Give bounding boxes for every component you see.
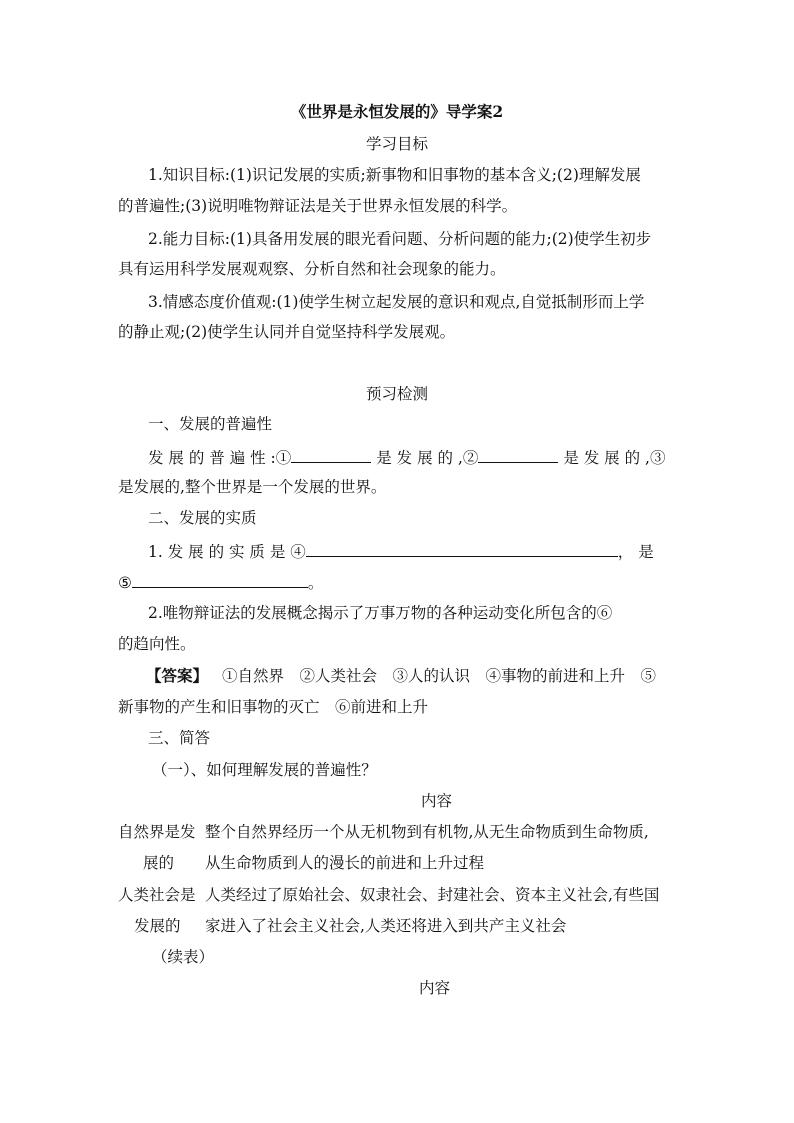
- universality-line-1: [148, 446, 665, 468]
- row-2-label-line-1: 人类社会是: [118, 886, 196, 904]
- row-2-content-line-1: 人类经过了原始社会、奴隶社会、封建社会、资本主义社会,有些国: [205, 886, 660, 904]
- goal-3-line-1: 3.情感态度价值观:(1)使学生树立起发展的意识和观点,自觉抵制形而上学: [148, 293, 645, 311]
- answer-label: 【答案】: [146, 666, 209, 685]
- blank-2[interactable]: [478, 446, 558, 463]
- essence-text-4: 。: [307, 574, 324, 592]
- row-1-label-line-2: 展的: [143, 854, 175, 872]
- section-preview-heading: 预习检测: [365, 385, 428, 403]
- goal-1-line-1: 1.知识目标:(1)识记发展的实质;新事物和旧事物的基本含义;(2)理解发展: [148, 166, 641, 184]
- essence-2-line-1: 2.唯物辩证法的发展概念揭示了万事万物的各种运动变化所包含的⑥: [148, 604, 613, 622]
- table-header-content-continued: 内容: [419, 979, 451, 997]
- row-1-content-line-2: 从生命物质到人的漫长的前进和上升过程: [205, 854, 485, 872]
- blank-4[interactable]: [306, 540, 618, 557]
- essence-text-1: 1. 发 展 的 实 质 是 ④: [148, 543, 306, 561]
- essence-2-line-2: 的趋向性。: [118, 635, 196, 653]
- row-1-content-line-1: 整个自然界经历一个从无机物到有机物,从无生命物质到生命物质,: [205, 823, 649, 841]
- continued-label: （续表）: [152, 948, 215, 966]
- answer-line-2: 新事物的产生和旧事物的灭亡 ⑥前进和上升: [118, 698, 429, 716]
- row-2-content-line-2: 家进入了社会主义社会,人类还将进入到共产主义社会: [205, 917, 567, 935]
- heading-universality: 一、发展的普遍性: [148, 415, 273, 433]
- heading-essence: 二、发展的实质: [148, 509, 257, 527]
- answer-line-1: [146, 666, 656, 686]
- essence-line-2: [118, 571, 323, 593]
- blank-5[interactable]: [132, 571, 308, 588]
- answer-text-1: ①自然界 ②人类社会 ③人的认识 ④事物的前进和上升 ⑤: [222, 667, 657, 685]
- table-header-content: 内容: [421, 792, 453, 810]
- document-title: 《世界是永恒发展的》导学案2: [290, 102, 504, 121]
- universality-line-2: 是发展的,整个世界是一个发展的世界。: [118, 478, 387, 496]
- essence-text-2: ， 是: [617, 543, 654, 561]
- row-2-label-line-2: 发展的: [134, 917, 181, 935]
- heading-short-answer: 三、简答: [148, 729, 211, 747]
- goal-3-line-2: 的静止观;(2)使学生认同并自觉坚持科学发展观。: [118, 323, 456, 341]
- essence-text-3: ⑤: [118, 574, 132, 592]
- essence-line-1: [148, 540, 654, 562]
- section-goals-heading: 学习目标: [365, 135, 428, 153]
- universality-text-3: 是 发 展 的 ,③: [563, 449, 666, 467]
- goal-2-line-1: 2.能力目标:(1)具备用发展的眼光看问题、分析问题的能力;(2)使学生初步: [148, 230, 652, 248]
- universality-text-1: 发 展 的 普 遍 性 :①: [148, 449, 292, 467]
- goal-2-line-2: 具有运用科学发展观观察、分析自然和社会现象的能力。: [118, 260, 506, 278]
- blank-1[interactable]: [291, 446, 371, 463]
- universality-text-2: 是 发 展 的 ,②: [376, 449, 479, 467]
- question-1: （一）、如何理解发展的普遍性？: [152, 761, 377, 779]
- goal-1-line-2: 的普遍性;(3)说明唯物辩证法是关于世界永恒发展的科学。: [118, 197, 518, 215]
- row-1-label-line-1: 自然界是发: [118, 823, 196, 841]
